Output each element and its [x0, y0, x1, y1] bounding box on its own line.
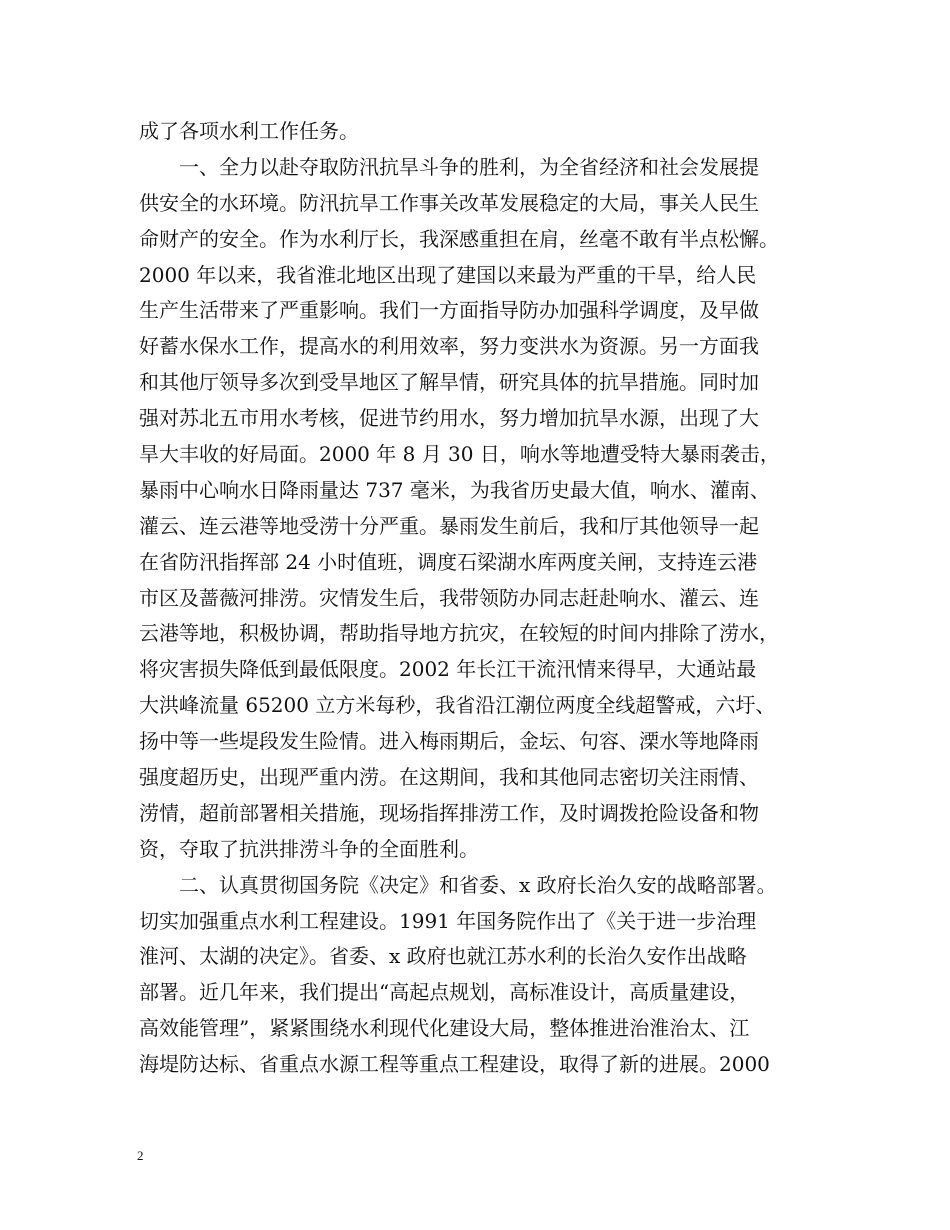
text-line: 切实加强重点水利工程建设。1991 年国务院作出了《关于进一步治理	[139, 908, 757, 933]
text-line: 和其他厅领导多次到受旱地区了解旱情，研究具体的抗旱措施。同时加	[139, 370, 759, 395]
text-line: 市区及蔷薇河排涝。灾情发生后，我带领防办同志赶赴响水、灌云、连	[139, 585, 759, 610]
text-line: 淮河、太湖的决定》。省委、x 政府也就江苏水利的长治久安作出战略	[139, 944, 747, 969]
text-line: 大洪峰流量 65200 立方米每秒，我省沿江潮位两度全线超警戒，六圩、	[139, 693, 776, 718]
text-line: 云港等地，积极协调，帮助指导地方抗灾，在较短的时间内排除了涝水，	[139, 621, 779, 646]
text-line: 成了各项水利工作任务。	[139, 119, 359, 143]
text-line: 2000 年以来，我省淮北地区出现了建国以来最为严重的干旱，给人民	[139, 262, 757, 287]
page-number: 2	[137, 1148, 144, 1163]
text-line: 高效能管理”，紧紧围绕水利现代化建设大局，整体推进治淮治太、江	[139, 1016, 750, 1041]
text-line: 灌云、连云港等地受涝十分严重。暴雨发生前后，我和厅其他领导一起	[139, 513, 759, 538]
text-line: 将灾害损失降低到最低限度。2002 年长江干流汛情来得早，大通站最	[139, 657, 757, 682]
text-line: 涝情，超前部署相关措施，现场指挥排涝工作，及时调拨抢险设备和物	[139, 800, 759, 825]
paragraph-start-line: 二、认真贯彻国务院《决定》和省委、x 政府长治久安的战略部署。	[179, 872, 777, 897]
text-line: 部署。近几年来，我们提出“高起点规划，高标准设计，高质量建设，	[139, 980, 750, 1005]
text-line: 资，夺取了抗洪排涝斗争的全面胜利。	[139, 836, 479, 861]
text-line: 供安全的水环境。防汛抗旱工作事关改革发展稳定的大局，事关人民生	[139, 190, 759, 215]
text-line: 旱大丰收的好局面。2000 年 8 月 30 日，响水等地遭受特大暴雨袭击，	[139, 442, 780, 467]
text-line: 好蓄水保水工作，提高水的利用效率，努力变洪水为资源。另一方面我	[139, 334, 759, 359]
text-line: 在省防汛指挥部 24 小时值班，调度石梁湖水库两度关闸，支持连云港	[139, 549, 758, 574]
text-line: 强对苏北五市用水考核，促进节约用水，努力增加抗旱水源，出现了大	[139, 406, 759, 431]
text-line: 强度超历史，出现严重内涝。在这期间，我和其他同志密切关注雨情、	[139, 765, 759, 790]
text-line: 扬中等一些堤段发生险情。进入梅雨期后，金坛、句容、溧水等地降雨	[139, 729, 759, 754]
text-line: 生产生活带来了严重影响。我们一方面指导防办加强科学调度，及早做	[139, 298, 759, 323]
body-text	[139, 114, 819, 1083]
text-line: 命财产的安全。作为水利厅长，我深感重担在肩，丝毫不敢有半点松懈。	[139, 226, 779, 251]
text-line: 暴雨中心响水日降雨量达 737 毫米，为我省历史最大值，响水、灌南、	[139, 477, 770, 502]
text-line: 海堤防达标、省重点水源工程等重点工程建设，取得了新的进展。2000	[139, 1052, 770, 1077]
paragraph-start-line: 一、全力以赴夺取防汛抗旱斗争的胜利，为全省经济和社会发展提	[179, 154, 759, 179]
